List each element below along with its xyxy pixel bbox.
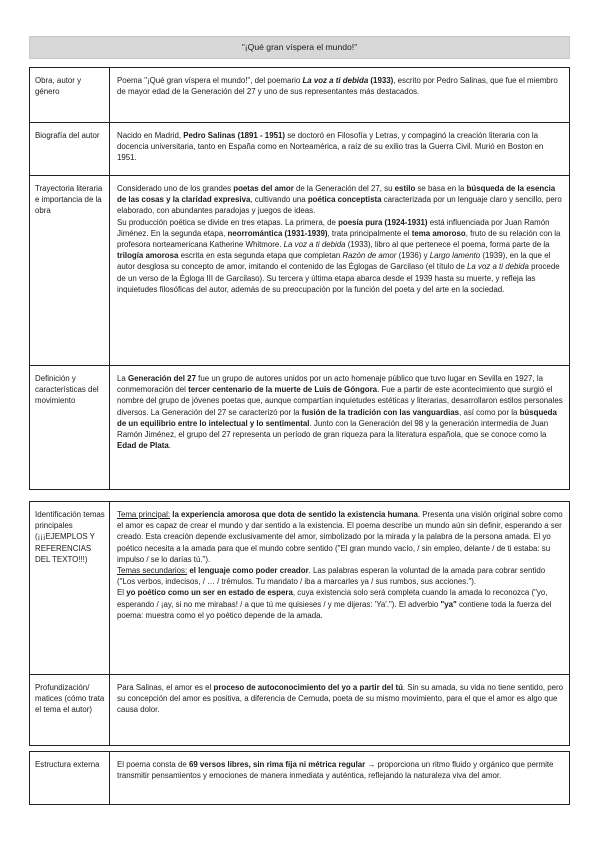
row-content <box>110 502 569 674</box>
paragraph: Temas secundarios: el lenguaje como poder creador. Las palabras esperan la voluntad de la amada para cobrar sentido ("Los verbos, indecisos, / … / trémulos. Tu mandato / iba a marcarles ya / sus rumbos, sus acciones."). <box>117 566 546 587</box>
row-biografia <box>30 123 569 176</box>
page-title: "¡Qué gran víspera el mundo!" <box>29 36 570 59</box>
paragraph: Para Salinas, el amor es el proceso de autoconocimiento del yo a partir del tú. Sin su amada, su vida no tiene sentido, pero su concepción del amor es positiva, a diferencia de Cernuda, poeta de su mismo movimiento, para el que el amor es algo que causa dolor. <box>117 683 564 715</box>
row-content <box>110 123 569 175</box>
paragraph: Tema principal: la experiencia amorosa que dota de sentido la existencia humana. Presenta una visión original sobre como el amor es capaz de crear el mundo y dar sentido a la existencia. El poema describe un mundo aún sin definir, esperando a ser creado. Esta creación depende exclusivamente del amor, simbolizado por la mirada y la palabra de la persona amada. El yo poético necesita a la amada para que el mundo cobre sentido ("El gran mundo vacío, / sin empleo, delante / de ti estaba: su impulso / se lo darías tú."). <box>117 510 563 564</box>
paragraph: El poema consta de 69 versos libres, sin rima fija ni métrica regular → proporciona un ritmo fluido y orgánico que permite transmitir pensamientos y emociones de manera inmediata y auténtica, reflejando la naturaleza viva del amor. <box>117 760 554 781</box>
analysis-table-block-2 <box>29 501 570 746</box>
row-profundizacion <box>30 675 569 745</box>
analysis-table-block-1 <box>29 67 570 490</box>
row-label: Estructura externa <box>30 752 110 804</box>
row-temas <box>30 502 569 675</box>
row-content <box>110 675 569 745</box>
row-estructura-externa <box>30 752 569 804</box>
row-label: Biografía del autor <box>30 123 110 175</box>
row-content <box>110 176 569 365</box>
row-label: Profundización/ matices (cómo trata el tema el autor) <box>30 675 110 745</box>
paragraph: Considerado uno de los grandes poetas del amor de la Generación del 27, su estilo se basa en la búsqueda de la esencia de las cosas y la claridad expresiva, cultivando una poética conceptista caracterizada por un lenguaje claro y sencillo, pero elaborado, con abundantes paradojas y juegos de ideas. <box>117 184 562 216</box>
row-obra-autor-genero <box>30 68 569 123</box>
row-trayectoria <box>30 176 569 366</box>
row-label: Trayectoria literaria e importancia de la obra <box>30 176 110 365</box>
row-generacion-27 <box>30 366 569 489</box>
analysis-table-block-3 <box>29 751 570 805</box>
row-content <box>110 68 569 122</box>
paragraph: Nacido en Madrid, Pedro Salinas (1891 - 1951) se doctoró en Filosofía y Letras, y compaginó la creación literaria con la docencia universitaria, tanto en España como en Norteamérica, a raíz de su exilio tras la Guerra Civil. Murió en Boston en 1951. <box>117 131 544 163</box>
row-content <box>110 366 569 489</box>
row-label: Identificación temas principales (¡¡¡EJEMPLOS Y REFERENCIAS DEL TEXTO!!!) <box>30 502 110 674</box>
row-content <box>110 752 569 804</box>
paragraph: La Generación del 27 fue un grupo de autores unidos por un acto homenaje público que tuvo lugar en Sevilla en 1927, la conmemoración del tercer centenario de la muerte de Luis de Góngora. Fue a partir de este acontecimiento que surgió el nombre del grupo de jóvenes poetas que, aunque compartían inquietudes estéticas y literarias, desarrollaron estilos personales diversos. La Generación del 27 se caracterizó por la fusión de la tradición con las vanguardias, así como por la búsqueda de un equilibrio entre lo intelectual y lo sentimental. Junto con la Generación del 98 y la generación intermedia de Juan Ramón Jiménez, el grupo del 27 representa un período de gran riqueza para la literatura española, que se conoce como la Edad de Plata. <box>117 374 563 451</box>
paragraph: El yo poético como un ser en estado de espera, cuya existencia solo será completa cuando la amada lo reconozca ("yo, esperando / ¡ay, si no me mirabas! / a que tú me quisieses / y me dijeras: 'Ya'."). El adverbio "ya" contiene toda la fuerza del poema: muestra como el yo poético depende de la amada. <box>117 588 552 620</box>
row-label: Definición y características del movimiento <box>30 366 110 489</box>
paragraph: Su producción poética se divide en tres etapas. La primera, de poesía pura (1924-1931) está influenciada por Juan Ramón Jiménez. En la segunda etapa, neorromántica (1931-1939), trata principalmente el tema amoroso, fruto de su relación con la profesora norteamericana Katherine Whitmore. La voz a ti debida (1933), libro al que pertenece el poema, forma parte de la trilogía amorosa escrita en esta segunda etapa que completan Razón de amor (1936) y Largo lamento (1939), en la que el autor desglosa su concepto de amor, imitando el contenido de las Églogas de Garcilaso (el título de La voz a ti debida procede de un verso de la Égloga III de Garcilaso). Su tercera y última etapa abarca desde el 1939 hasta su muerte, y refleja las inquietudes filosóficas del autor, además de su preocupación por la función del poeta y del arte en la sociedad. <box>117 217 561 294</box>
paragraph: Poema "¡Qué gran víspera el mundo!", del poemario La voz a ti debida (1933), escrito por Pedro Salinas, que fue el miembro de mayor edad de la Generación del 27 y uno de sus representantes más destacados. <box>117 76 558 97</box>
row-label: Obra, autor y género <box>30 68 110 122</box>
